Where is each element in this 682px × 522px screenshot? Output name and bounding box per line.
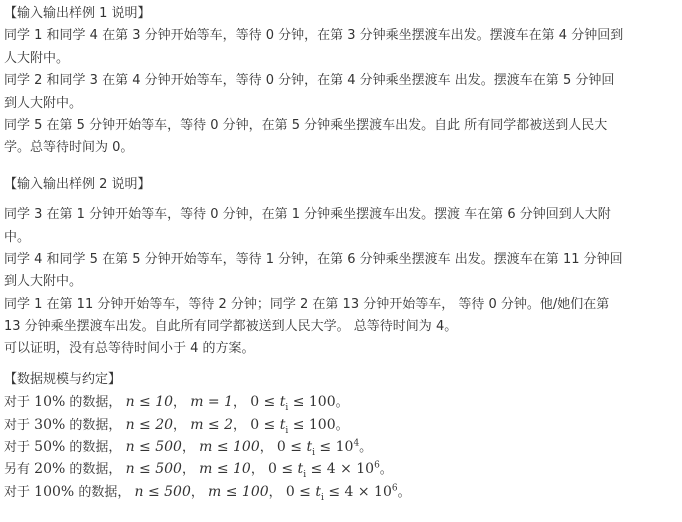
t-right: ≤ 100	[288, 416, 336, 433]
constraints-heading: 【数据规模与约定】	[4, 371, 122, 387]
t-sub: i	[285, 425, 289, 436]
constraint-prefix: 对于	[4, 395, 31, 411]
constraint-row	[4, 391, 678, 413]
constraint-prefix: 对于	[4, 484, 31, 500]
constraint-percent: 100%	[34, 483, 75, 500]
constraint-end: 。	[335, 417, 349, 433]
separator: ，	[173, 417, 187, 433]
t-left: 0 ≤	[268, 461, 298, 478]
constraint-end: 。	[397, 484, 411, 500]
t-sup: 6	[391, 483, 398, 494]
section-spacer	[4, 160, 678, 174]
paragraph-line: 人大附中。	[4, 50, 70, 66]
paragraph-line: 同学 1 和同学 4 在第 3 分钟开始等车，等待 0 分钟，在第 3 分钟乘坐摆渡车出发。摆渡车在第 4 分钟回到	[4, 28, 624, 44]
sample-2-explanation	[4, 174, 678, 361]
data-constraints	[4, 369, 678, 503]
separator: ，	[233, 395, 247, 411]
paragraph-line: 中。	[4, 229, 31, 245]
constraint-percent: 10%	[34, 394, 66, 411]
constraint-n: n ≤ 20	[125, 416, 174, 433]
separator: ，	[259, 440, 273, 456]
separator: ，	[181, 462, 195, 478]
separator: ，	[268, 484, 282, 500]
sample-2-heading: 【输入输出样例 2 说明】	[4, 176, 151, 192]
paragraph-line: 到人大附中。	[4, 95, 83, 111]
paragraph-line: 同学 3 在第 1 分钟开始等车，等待 0 分钟，在第 1 分钟乘坐摆渡车出发。摆渡 车在第 6 分钟回到人大附	[4, 207, 611, 223]
paragraph-line: 可以证明，没有总等待时间小于 4 的方案。	[4, 341, 255, 357]
constraint-m: m = 1	[190, 394, 234, 411]
constraint-t	[276, 438, 360, 458]
constraint-n: n ≤ 500	[134, 483, 191, 500]
t-sub: i	[285, 403, 289, 414]
t-left: 0 ≤	[250, 416, 280, 433]
constraint-t	[285, 483, 398, 503]
section-spacer	[4, 361, 678, 369]
constraint-percent: 50%	[34, 439, 66, 456]
t-var: t	[279, 416, 286, 433]
constraint-prefix: 对于	[4, 440, 31, 456]
constraint-mid: 的数据，	[69, 395, 122, 411]
t-sup: 6	[374, 460, 380, 471]
separator: ，	[173, 395, 187, 411]
paragraph-line: 同学 2 和同学 3 在第 4 分钟开始等车，等待 0 分钟，在第 4 分钟乘坐摆渡车 出发。摆渡车在第 5 分钟回	[4, 73, 615, 89]
t-left: 0 ≤	[276, 439, 307, 456]
constraint-m: m ≤ 10	[199, 461, 251, 478]
t-var: t	[297, 461, 304, 478]
constraint-end: 。	[379, 462, 393, 478]
separator: ，	[190, 484, 204, 500]
constraint-prefix: 对于	[4, 417, 31, 433]
heading-spacer	[4, 196, 678, 204]
constraint-end: 。	[335, 395, 349, 411]
t-left: 0 ≤	[285, 483, 316, 500]
problem-explanation-document	[4, 3, 678, 503]
constraint-t	[250, 394, 336, 414]
constraint-m: m ≤ 100	[208, 483, 269, 500]
paragraph-line: 同学 5 在第 5 分钟开始等车，等待 0 分钟，在第 5 分钟乘坐摆渡车出发。自此 所有同学都被送到人民大	[4, 117, 608, 133]
constraint-n: n ≤ 10	[125, 394, 174, 411]
constraint-t	[268, 460, 380, 481]
constraint-percent: 20%	[34, 461, 66, 478]
constraint-mid: 的数据，	[78, 484, 131, 500]
t-sub: i	[321, 492, 324, 503]
t-sub: i	[303, 470, 307, 481]
separator: ，	[233, 417, 247, 433]
paragraph-line: 学。总等待时间为 0。	[4, 140, 134, 156]
constraint-row	[4, 458, 678, 480]
paragraph-line: 同学 4 和同学 5 在第 5 分钟开始等车，等待 1 分钟，在第 6 分钟乘坐摆渡车 出发。摆渡车在第 11 分钟回	[4, 251, 623, 267]
constraint-mid: 的数据，	[69, 462, 122, 478]
constraint-n: n ≤ 500	[125, 461, 182, 478]
sample-1-heading: 【输入输出样例 1 说明】	[4, 6, 151, 21]
constraint-mid: 的数据，	[69, 440, 122, 456]
sample-1-explanation	[4, 3, 678, 160]
constraint-m: m ≤ 100	[199, 439, 260, 456]
constraint-m: m ≤ 2	[190, 416, 234, 433]
t-var: t	[279, 394, 286, 411]
t-sup: 4	[353, 438, 360, 449]
t-right: ≤ 10	[314, 439, 354, 456]
t-right: ≤ 4 × 10	[323, 483, 392, 500]
t-sub: i	[312, 447, 315, 458]
t-var: t	[306, 439, 313, 456]
t-right: ≤ 100	[288, 394, 336, 411]
constraint-t	[250, 416, 336, 436]
separator: ，	[250, 462, 264, 478]
constraint-n: n ≤ 500	[125, 439, 182, 456]
constraint-row	[4, 436, 678, 458]
paragraph-line: 同学 1 在第 11 分钟开始等车，等待 2 分钟；同学 2 在第 13 分钟开始等车， 等待 0 分钟。他/她们在第	[4, 296, 610, 312]
constraint-percent: 30%	[34, 416, 66, 433]
paragraph-line: 13 分钟乘坐摆渡车出发。自此所有同学都被送到人民大学。 总等待时间为 4。	[4, 319, 458, 335]
constraint-row	[4, 481, 678, 503]
constraint-mid: 的数据，	[69, 417, 122, 433]
constraint-prefix: 另有	[4, 462, 31, 478]
t-var: t	[315, 483, 321, 500]
constraint-end: 。	[359, 440, 373, 456]
paragraph-line: 到人大附中。	[4, 274, 83, 290]
constraint-row	[4, 414, 678, 436]
t-right: ≤ 4 × 10	[306, 461, 375, 478]
t-left: 0 ≤	[250, 394, 280, 411]
separator: ，	[181, 440, 195, 456]
